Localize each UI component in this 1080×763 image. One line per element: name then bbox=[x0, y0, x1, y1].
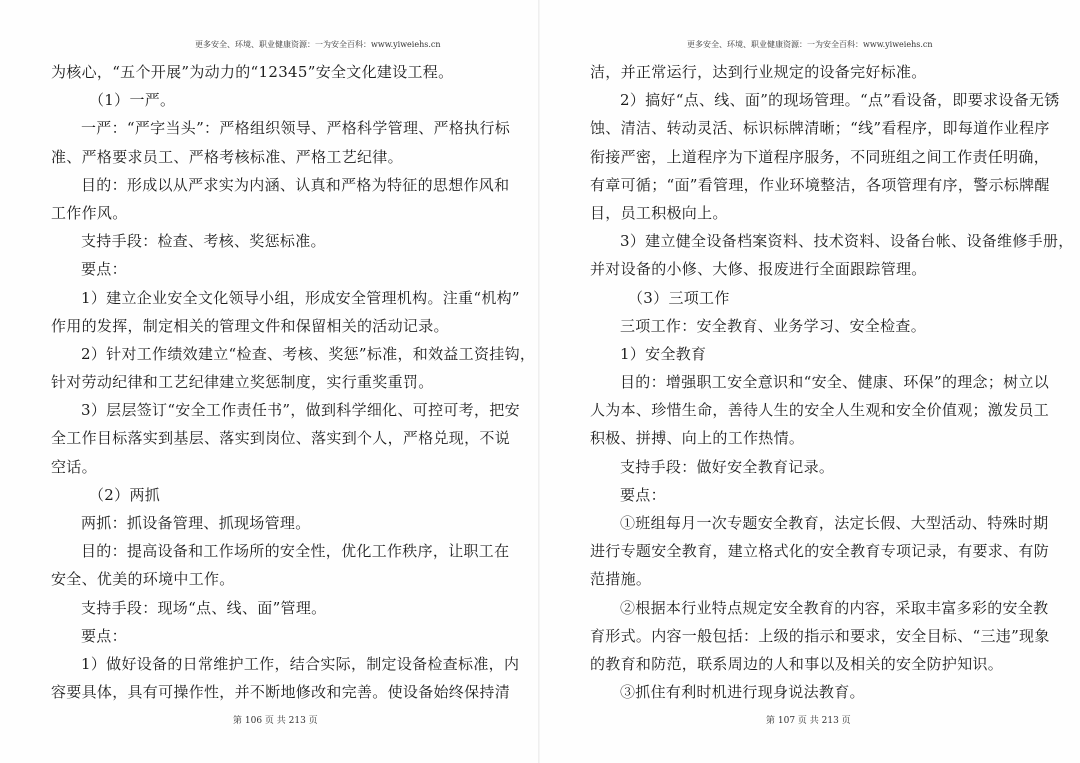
text-line: 有章可循；“面”看管理，作业环境整洁，各项管理有序，警示标牌醒 bbox=[590, 175, 1050, 194]
text-line: ③抓住有利时机进行现身说法教育。 bbox=[620, 683, 865, 702]
text-line: 工作作风。 bbox=[51, 203, 128, 222]
text-line: 人为本、珍惜生命，善待人生的安全人生观和安全价值观；激发员工 bbox=[590, 401, 1050, 420]
text-line: 准、严格要求员工、严格考核标准、严格工艺纪律。 bbox=[51, 147, 403, 166]
text-line: 支持手段：检查、考核、奖惩标准。 bbox=[81, 232, 326, 251]
text-line: 目，员工积极向上。 bbox=[590, 203, 728, 222]
text-line: 空话。 bbox=[51, 457, 97, 476]
text-line: 1）建立企业安全文化领导小组，形成安全管理机构。注重“机构” bbox=[81, 288, 520, 307]
text-line: 目的：形成以从严求实为内涵、认真和严格为特征的思想作风和 bbox=[81, 175, 510, 194]
text-line: 三项工作：安全教育、业务学习、安全检查。 bbox=[620, 316, 927, 335]
text-line: 要点： bbox=[620, 485, 666, 504]
right-page bbox=[540, 0, 1080, 763]
text-line: 两抓：抓设备管理、抓现场管理。 bbox=[81, 514, 311, 532]
page-footer: 第 107 页 共 213 页 bbox=[766, 716, 851, 726]
text-line: 积极、拼搏、向上的工作热情。 bbox=[590, 429, 805, 448]
text-line: 目的：提高设备和工作场所的安全性，优化工作秩序，让职工在 bbox=[81, 542, 510, 561]
text-line: 支持手段：做好安全教育记录。 bbox=[620, 457, 835, 476]
text-line: 2）搞好“点、线、面”的现场管理。“点”看设备，即要求设备无锈 bbox=[620, 91, 1060, 110]
text-line: 洁，并正常运行，达到行业规定的设备完好标准。 bbox=[590, 63, 927, 81]
page-header: 更多安全、环境、职业健康资源：一为安全百科：www.yiweiehs.cn bbox=[687, 40, 933, 49]
text-line: 1）安全教育 bbox=[620, 344, 707, 363]
text-line: ②根据本行业特点规定安全教育的内容，采取丰富多彩的安全教 bbox=[620, 598, 1049, 617]
text-line: 作用的发挥，制定相关的管理文件和保留相关的活动记录。 bbox=[51, 316, 449, 335]
text-line: 衔接严密，上道程序为下道程序服务，不同班组之间工作责任明确， bbox=[590, 147, 1050, 166]
text-line: 1）做好设备的日常维护工作，结合实际，制定设备检查标准，内 bbox=[81, 654, 520, 673]
page-header: 更多安全、环境、职业健康资源：一为安全百科：www.yiweiehs.cn bbox=[195, 40, 441, 49]
text-line: 一严：“严字当头”：严格组织领导、严格科学管理、严格执行标 bbox=[81, 119, 511, 138]
text-line: 3）建立健全设备档案资料、技术资料、设备台帐、设备维修手册， bbox=[620, 232, 1074, 251]
text-line: 进行专题安全教育，建立格式化的安全教育专项记录，有要求、有防 bbox=[590, 542, 1050, 561]
text-line: 要点： bbox=[81, 260, 127, 279]
text-line: ①班组每月一次专题安全教育，法定长假、大型活动、特殊时期 bbox=[620, 514, 1049, 532]
text-line: 范措施。 bbox=[590, 570, 652, 589]
text-line: 针对劳动纪律和工艺纪律建立奖惩制度，实行重奖重罚。 bbox=[51, 373, 434, 392]
page-body bbox=[590, 58, 1074, 706]
text-line: （2）两抓 bbox=[89, 485, 161, 504]
text-line: 3）层层签订“安全工作责任书”，做到科学细化、可控可考，把安 bbox=[81, 401, 520, 420]
text-line: （1）一严。 bbox=[89, 91, 176, 110]
text-line: 2）针对工作绩效建立“检查、考核、奖惩”标准，和效益工资挂钩， bbox=[81, 344, 536, 363]
text-line: 为核心，“五个开展”为动力的“12345”安全文化建设工程。 bbox=[51, 63, 454, 81]
text-line: 支持手段：现场“点、线、面”管理。 bbox=[81, 598, 327, 617]
page-footer: 第 106 页 共 213 页 bbox=[233, 716, 318, 726]
page-body bbox=[51, 58, 536, 706]
text-line: 蚀、清洁、转动灵活、标识标牌清晰；“线”看程序，即每道作业程序 bbox=[590, 119, 1050, 138]
text-line: 安全、优美的环境中工作。 bbox=[51, 570, 235, 589]
text-line: （3）三项工作 bbox=[628, 288, 730, 307]
text-line: 容要具体，具有可操作性，并不断地修改和完善。使设备始终保持清 bbox=[51, 683, 511, 702]
text-line: 全工作目标落实到基层、落实到岗位、落实到个人，严格兑现，不说 bbox=[51, 429, 511, 448]
text-line: 育形式。内容一般包括：上级的指示和要求，安全目标、“三违”现象 bbox=[590, 626, 1050, 645]
text-line: 目的：增强职工安全意识和“安全、健康、环保”的理念；树立以 bbox=[620, 373, 1050, 392]
text-line: 要点： bbox=[81, 626, 127, 645]
text-line: 的教育和防范，联系周边的人和事以及相关的安全防护知识。 bbox=[590, 654, 1004, 673]
text-line: 并对设备的小修、大修、报废进行全面跟踪管理。 bbox=[590, 260, 927, 279]
